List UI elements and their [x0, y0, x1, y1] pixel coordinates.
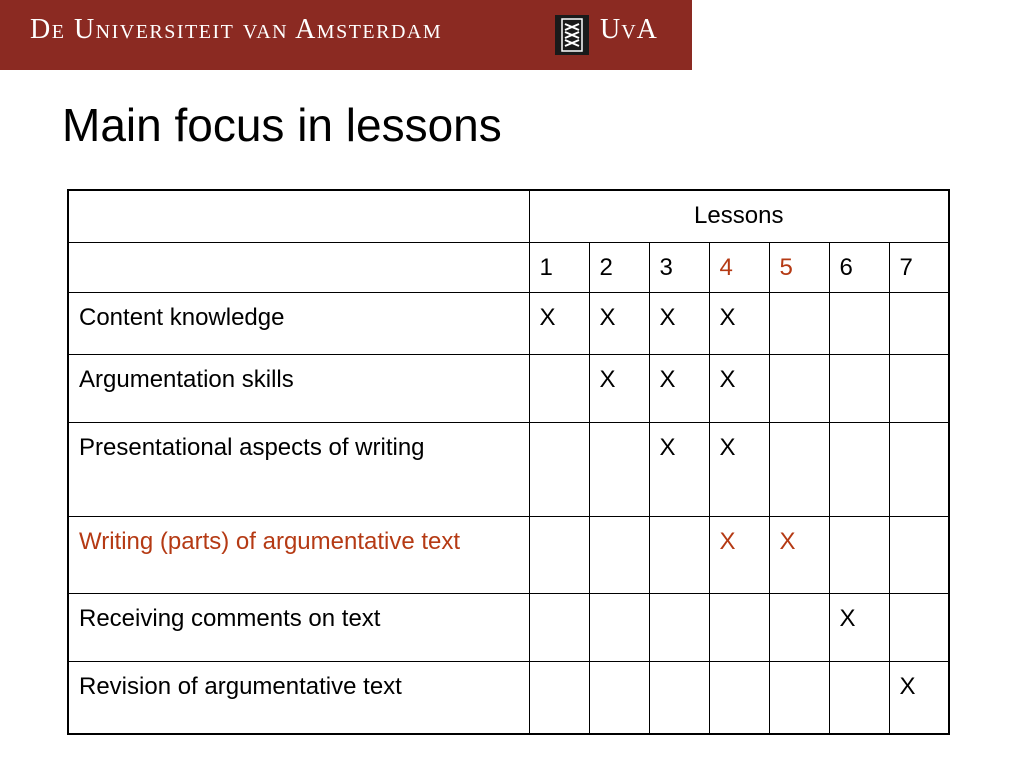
lesson-cell: X	[709, 516, 769, 593]
lesson-cell	[709, 661, 769, 734]
lessons-group-header: Lessons	[529, 190, 949, 242]
lesson-cell	[589, 516, 649, 593]
lesson-number-2: 2	[589, 242, 649, 292]
university-banner	[0, 0, 692, 70]
table-row	[68, 516, 949, 593]
lesson-cell: X	[649, 422, 709, 516]
lesson-cell	[649, 516, 709, 593]
lesson-cell	[649, 593, 709, 661]
row-label: Content knowledge	[68, 292, 529, 354]
lesson-cell	[529, 422, 589, 516]
lesson-cell	[649, 661, 709, 734]
lesson-cell	[589, 422, 649, 516]
lesson-cell: X	[589, 354, 649, 422]
lesson-cell	[769, 593, 829, 661]
row-label: Presentational aspects of writing	[68, 422, 529, 516]
lesson-cell	[589, 661, 649, 734]
lesson-cell	[769, 354, 829, 422]
lesson-cell	[889, 422, 949, 516]
table-row	[68, 593, 949, 661]
table-row	[68, 661, 949, 734]
lesson-cell	[829, 422, 889, 516]
row-label: Receiving comments on text	[68, 593, 529, 661]
row-label: Revision of argumentative text	[68, 661, 529, 734]
lesson-cell	[829, 661, 889, 734]
lesson-cell	[589, 593, 649, 661]
row-label: Argumentation skills	[68, 354, 529, 422]
lesson-cell: X	[529, 292, 589, 354]
lesson-cell	[889, 292, 949, 354]
table-row	[68, 354, 949, 422]
lesson-cell	[829, 516, 889, 593]
lesson-cell	[829, 292, 889, 354]
lesson-cell	[529, 354, 589, 422]
table-header-row	[68, 190, 949, 242]
lesson-number-1: 1	[529, 242, 589, 292]
lesson-cell: X	[769, 516, 829, 593]
lesson-number-3: 3	[649, 242, 709, 292]
university-seal-icon	[555, 15, 589, 55]
lesson-cell	[769, 661, 829, 734]
lesson-cell: X	[709, 354, 769, 422]
lesson-number-4: 4	[709, 242, 769, 292]
lesson-cell: X	[649, 292, 709, 354]
banner-abbreviation: UvA	[600, 14, 658, 45]
lesson-number-row	[68, 242, 949, 292]
lesson-focus-table	[67, 189, 950, 735]
lesson-cell	[889, 593, 949, 661]
lesson-number-5: 5	[769, 242, 829, 292]
lesson-cell: X	[829, 593, 889, 661]
lesson-number-7: 7	[889, 242, 949, 292]
lesson-cell	[889, 516, 949, 593]
lesson-cell: X	[889, 661, 949, 734]
lesson-cell	[829, 354, 889, 422]
page-title: Main focus in lessons	[62, 99, 502, 151]
table-row	[68, 292, 949, 354]
lesson-cell	[709, 593, 769, 661]
lesson-cell	[529, 661, 589, 734]
header-empty-cell	[68, 242, 529, 292]
header-empty-cell	[68, 190, 529, 242]
lesson-number-6: 6	[829, 242, 889, 292]
lesson-cell: X	[709, 422, 769, 516]
lesson-cell	[769, 292, 829, 354]
table-row	[68, 422, 949, 516]
lesson-cell: X	[649, 354, 709, 422]
lesson-cell: X	[589, 292, 649, 354]
lesson-cell	[769, 422, 829, 516]
lesson-cell	[529, 516, 589, 593]
lesson-cell: X	[709, 292, 769, 354]
banner-university-name: De Universiteit van Amsterdam	[30, 14, 443, 45]
row-label: Writing (parts) of argumentative text	[68, 516, 529, 593]
lesson-cell	[529, 593, 589, 661]
lesson-cell	[889, 354, 949, 422]
